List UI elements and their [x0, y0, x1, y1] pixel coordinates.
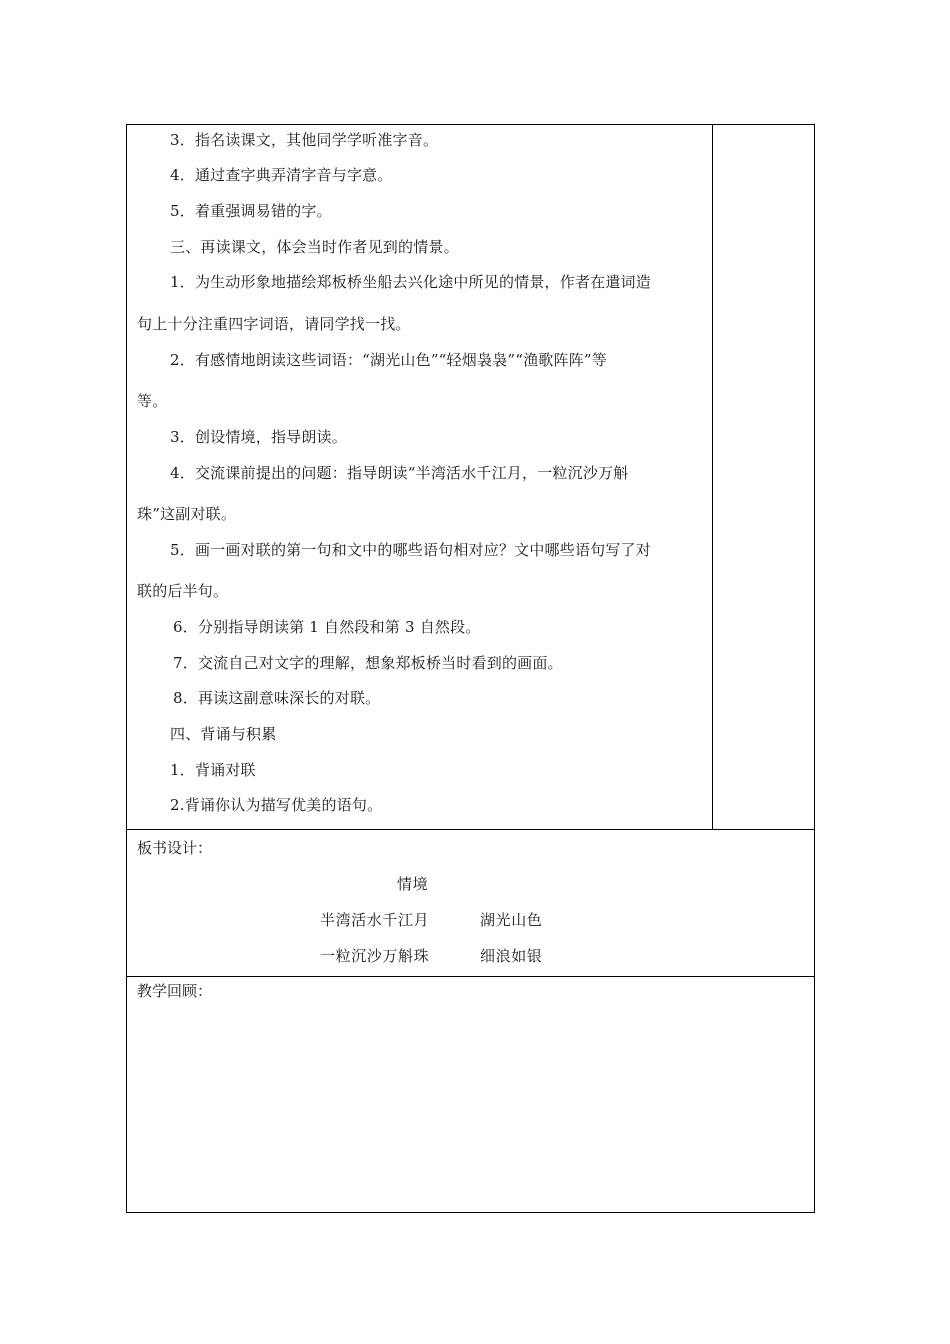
board-keyword: 湖光山色: [480, 911, 543, 929]
process-line: 句上十分注重四字词语，请同学找一找。: [137, 315, 411, 333]
process-line: 2．有感情地朗读这些词语：“湖光山色”“轻烟袅袅”“渔歌阵阵”等: [170, 351, 607, 369]
section-heading: 四、背诵与积累: [170, 725, 277, 743]
process-line: 4．通过查字典弄清字音与字意。: [170, 166, 393, 184]
board-design-row: [127, 830, 814, 977]
teaching-review-row: [127, 977, 814, 1212]
section-heading: 三、再读课文，体会当时作者见到的情景。: [170, 238, 459, 256]
process-line: 5．着重强调易错的字。: [170, 202, 332, 220]
board-couplet-line: 一粒沉沙万斛珠: [320, 947, 430, 965]
process-line: 联的后半句。: [137, 582, 229, 600]
process-line: 8．再读这副意味深长的对联。: [173, 689, 381, 707]
process-line: 3．指名读课文，其他同学学听准字音。: [170, 131, 439, 149]
process-line: 等。: [137, 392, 168, 410]
process-line: 3．创设情境，指导朗读。: [170, 428, 347, 446]
teaching-process-cell: [127, 125, 713, 829]
teaching-process-row: [127, 125, 814, 830]
process-line: 珠”这副对联。: [137, 505, 237, 523]
process-line: 1．背诵对联: [170, 761, 256, 779]
board-design-label: 板书设计：: [137, 839, 213, 857]
board-keyword: 细浪如银: [480, 947, 543, 965]
board-center-text: 情境: [397, 875, 429, 893]
process-line: 2.背诵你认为描写优美的语句。: [170, 796, 383, 814]
process-line: 4．交流课前提出的问题：指导朗读“半湾活水千江月，一粒沉沙万斛: [170, 464, 629, 482]
lesson-table: [126, 124, 815, 1213]
process-line: 6．分别指导朗读第 1 自然段和第 3 自然段。: [173, 618, 481, 636]
board-couplet-line: 半湾活水千江月: [320, 911, 430, 929]
process-line: 1．为生动形象地描绘郑板桥坐船去兴化途中所见的情景，作者在遣词造: [170, 273, 651, 291]
notes-cell: [713, 125, 814, 829]
process-line: 7．交流自己对文字的理解，想象郑板桥当时看到的画面。: [173, 654, 563, 672]
teaching-review-label: 教学回顾：: [137, 982, 213, 1000]
process-line: 5．画一画对联的第一句和文中的哪些语句相对应？文中哪些语句写了对: [170, 541, 651, 559]
